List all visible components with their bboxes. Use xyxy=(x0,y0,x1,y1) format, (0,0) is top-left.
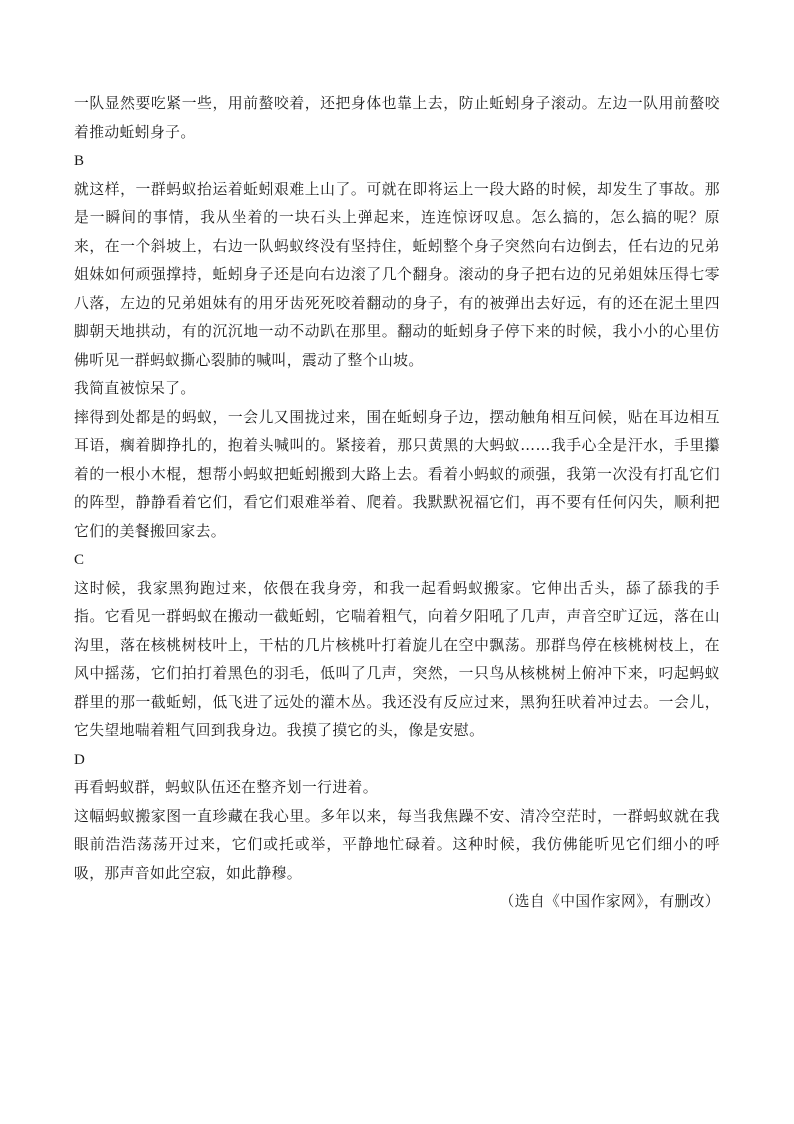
source-citation: （选自《中国作家网》，有删改） xyxy=(499,893,720,910)
paragraph-ants-regroup: 摔得到处都是的蚂蚁，一会儿又围拢过来，围在蚯蚓身子边，摆动触角相互问候，贴在耳边相互耳语，瘸着脚挣扎的，抱着头喊叫的。紧接着，那只黄黑的大蚂蚁……我手心全是汗水，手里攥着的一根小木棍，想帮小蚂蚁把蚯蚓搬到大路上去。看着小蚂蚁的顽强，我第一次没有打乱它们的阵型，静静看着它们，看它们艰难举着、爬着。我默默祝福它们，再不要有任何闪失，顺利把它们的美餐搬回家去。 xyxy=(74,408,720,540)
paragraph-accident: 就这样，一群蚂蚁抬运着蚯蚓艰难上山了。可就在即将运上一段大路的时候，却发生了事故。那是一瞬间的事情，我从坐着的一块石头上弹起来，连连惊讶叹息。怎么搞的，怎么搞的呢？原来，在一个斜坡上，右边一队蚂蚁终没有坚持住，蚯蚓整个身子突然向右边倒去，任右边的兄弟姐妹如何顽强撑持，蚯蚓身子还是向右边滚了几个翻身。滚动的身子把右边的兄弟姐妹压得七零八落，左边的兄弟姐妹有的用牙齿死死咬着翻动的身子，有的被弹出去好远，有的还在泥土里四脚朝天地拱动，有的沉沉地一动不动趴在那里。翻动的蚯蚓身子停下来的时候，我小小的心里仿佛听见一群蚂蚁撕心裂肺的喊叫，震动了整个山坡。 xyxy=(74,180,720,369)
paragraph-memory: 这幅蚂蚁搬家图一直珍藏在我心里。多年以来，每当我焦躁不安、清冷空茫时，一群蚂蚁就在我眼前浩浩荡荡开过来，它们或托或举，平静地忙碌着。这种时候，我仿佛能听见它们细小的呼吸，那声音如此空寂，如此静穆。 xyxy=(74,807,720,882)
paragraph-stunned: 我简直被惊呆了。 xyxy=(74,380,196,397)
paragraph-ant-team-left: 一队显然要吃紧一些，用前螯咬着，还把身体也靠上去，防止蚯蚓身子滚动。左边一队用前螯咬着推动蚯蚓身子。 xyxy=(74,95,720,141)
paragraph-ant-line: 再看蚂蚁群，蚂蚁队伍还在整齐划一行进着。 xyxy=(74,779,378,796)
article-body xyxy=(74,90,720,917)
section-label-c: C xyxy=(74,552,85,568)
section-label-d: D xyxy=(74,751,86,768)
paragraph-black-dog: 这时候，我家黑狗跑过来，依偎在我身旁，和我一起看蚂蚁搬家。它伸出舌头，舔了舔我的手指。它看见一群蚂蚁在搬动一截蚯蚓，它喘着粗气，向着夕阳吼了几声，声音空旷辽远，落在山沟里，落在核桃树枝叶上，干枯的几片核桃叶打着旋儿在空中飘荡。那群鸟停在核桃树枝上，在风中摇荡，它们拍打着黑色的羽毛，低叫了几声，突然，一只鸟从核桃树上俯冲下来，叼起蚂蚁群里的那一截蚯蚓，低飞进了远处的灌木丛。我还没有反应过来，黑狗狂吠着冲过去。一会儿，它失望地喘着粗气回到我身边。我摸了摸它的头，像是安慰。 xyxy=(74,579,720,739)
section-label-b: B xyxy=(74,153,85,169)
